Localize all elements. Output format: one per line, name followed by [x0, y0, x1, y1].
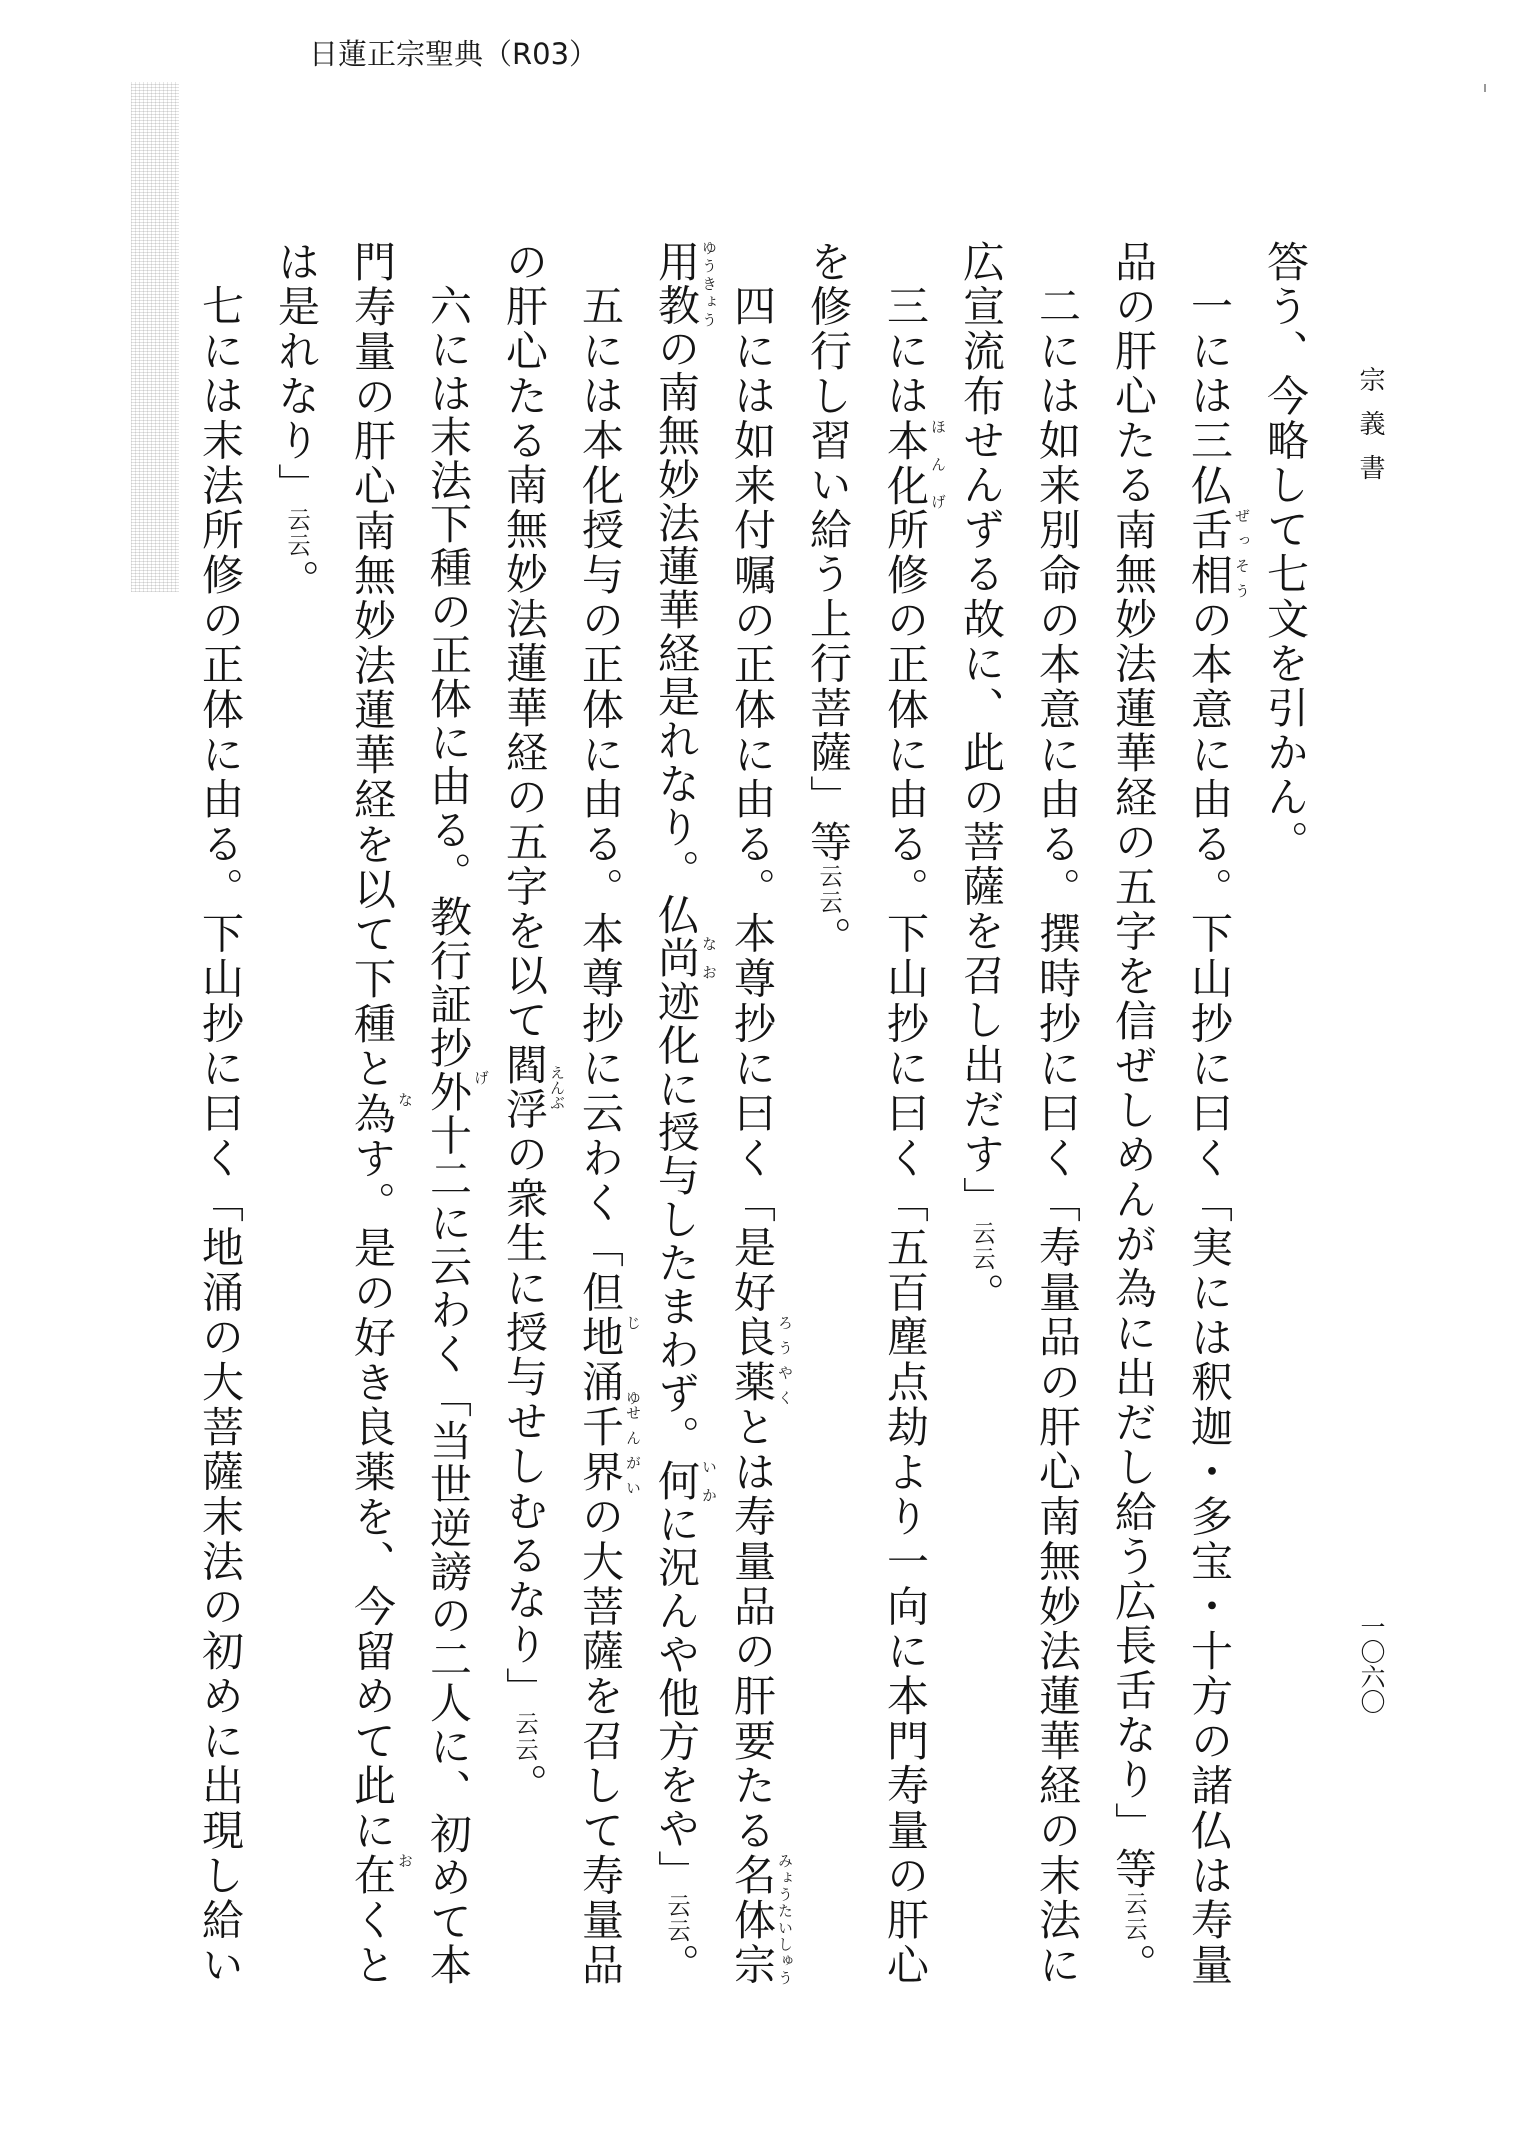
text-run: 五には本化授与の正体に由る。本尊抄に云わく「但	[576, 284, 625, 1316]
ruby-group	[652, 936, 718, 980]
text-run: は是れなり」	[272, 240, 321, 508]
ruby-group	[576, 1315, 642, 1405]
ruby-group	[348, 1091, 414, 1137]
ruby-base: 名体宗	[728, 1853, 777, 1986]
text-run: 答う、今略して七文を引かん。	[1261, 240, 1310, 865]
text-run: 二には如来別命の本意に由る。撰時抄に曰く「寿量品の肝心南無妙法蓮華経の末法に	[1033, 284, 1082, 1986]
ruby-base: 在	[348, 1853, 397, 1899]
ruby-annotation: えんぶ	[548, 1064, 566, 1110]
ruby-group	[652, 240, 718, 328]
ruby-base: 為	[348, 1091, 397, 1137]
text-run: の南無妙法蓮華経是れなり。仏	[652, 327, 701, 937]
ruby-annotation: な	[396, 1091, 414, 1107]
small-note: 云云	[815, 864, 841, 916]
text-run: の衆生に授与せしむるなり」	[500, 1132, 549, 1712]
text-run: 門寿量の肝心南無妙法蓮華経を以て下種と	[348, 240, 397, 1092]
ruby-base: 外	[424, 1069, 473, 1114]
text-run: を修行し習い給う上行菩薩」等	[804, 240, 853, 865]
text-column	[1027, 240, 1087, 1985]
ruby-base: 閻浮	[500, 1042, 549, 1133]
text-column	[798, 240, 858, 1985]
page-number: 一〇六〇	[1357, 1614, 1386, 1714]
ruby-group	[424, 1069, 490, 1114]
ruby-base: 何	[652, 1458, 701, 1503]
ruby-group	[576, 1404, 642, 1495]
small-note: 云云	[511, 1711, 537, 1764]
text-column	[875, 240, 947, 1986]
book-title: 日蓮正宗聖典（R03）	[309, 37, 599, 71]
text-run: 。	[1109, 1943, 1158, 1986]
ruby-annotation: みょうたいしゅう	[776, 1853, 794, 1986]
text-run: 十二に云わく「当世逆謗の二人に、初めて本	[424, 1113, 473, 1986]
scan-mark	[1484, 84, 1486, 92]
ruby-base: 舌相	[1185, 508, 1234, 598]
ruby-base: 用教	[652, 240, 701, 328]
ruby-base: 千界	[576, 1404, 625, 1495]
small-note: 云云	[283, 507, 309, 560]
text-run: 。	[652, 1943, 701, 1986]
text-column	[722, 240, 794, 1986]
text-column	[646, 240, 718, 1986]
text-run: の肝心たる南無妙法蓮華経の五字を以て	[500, 240, 549, 1043]
text-run: 所修の正体に由る。下山抄に曰く「五百塵点劫より一向に本門寿量の肝心	[881, 508, 930, 1986]
ruby-annotation: お	[396, 1853, 414, 1869]
text-run: 迹化に授与したまわず。	[652, 979, 701, 1459]
ruby-base: 尚	[652, 936, 701, 980]
text-run: とは寿量品の肝要たる	[728, 1404, 777, 1854]
text-run: 。	[272, 559, 321, 604]
ruby-annotation: ゆうきょう	[700, 240, 718, 328]
ruby-base: 本化	[881, 418, 930, 509]
text-run: 一には三仏	[1185, 284, 1234, 509]
ruby-group	[1185, 508, 1251, 598]
text-column	[342, 240, 414, 1986]
text-column	[1255, 240, 1315, 1985]
text-column	[1179, 240, 1251, 1986]
text-run: 。	[804, 915, 853, 961]
small-note: 云云	[1120, 1891, 1146, 1944]
section-title: 宗義書	[1355, 366, 1385, 498]
text-run: す。是の好き良薬を、今留めて此に	[348, 1136, 397, 1854]
text-run: の大菩薩を召して寿量品	[576, 1494, 625, 1986]
small-note: 云云	[663, 1893, 689, 1944]
ruby-group	[881, 418, 947, 509]
text-run: 六には末法下種の正体に由る。教行証抄	[424, 284, 473, 1070]
text-run: くと	[348, 1898, 397, 1986]
ruby-group	[728, 1853, 794, 1986]
text-run: 三には	[881, 284, 930, 419]
text-run: 。	[957, 1272, 1006, 1318]
text-run: 四には如来付嘱の正体に由る。本尊抄に曰く「是好	[728, 284, 777, 1316]
ruby-annotation: ぜっそう	[1233, 508, 1251, 598]
text-column	[266, 240, 326, 1985]
ruby-group	[728, 1315, 794, 1405]
text-run: 広宣流布せんずる故に、此の菩薩を召し出だす」	[957, 240, 1006, 1222]
ruby-annotation: じゆ	[624, 1315, 642, 1405]
ruby-annotation: なお	[700, 936, 718, 980]
ruby-annotation: げ	[472, 1069, 490, 1085]
ruby-annotation: ほんげ	[929, 418, 947, 509]
ruby-base: 地涌	[576, 1315, 625, 1405]
text-column	[570, 240, 642, 1986]
ruby-group	[500, 1042, 566, 1133]
text-column	[494, 240, 566, 1985]
ruby-group	[348, 1853, 414, 1899]
ruby-annotation: いか	[700, 1458, 718, 1503]
text-run: の本意に由る。下山抄に曰く「実には釈迦・多宝・十方の諸仏は寿量	[1185, 597, 1234, 1986]
ruby-group	[652, 1458, 718, 1503]
text-run: 品の肝心たる南無妙法蓮華経の五字を信ぜしめんが為に出だし給う広長舌なり」等	[1109, 240, 1158, 1892]
text-run: に況んや他方をや」	[652, 1502, 701, 1894]
ruby-annotation: ろうやく	[776, 1315, 794, 1405]
text-run: 七には末法所修の正体に由る。下山抄に曰く「地涌の大菩薩末法の初めに出現し給い	[196, 284, 245, 1986]
text-column	[1103, 240, 1163, 1985]
ruby-annotation: せんがい	[624, 1404, 642, 1495]
ruby-base: 良薬	[728, 1315, 777, 1405]
text-run: 。	[500, 1763, 549, 1808]
text-column	[951, 240, 1011, 1985]
text-column	[418, 240, 490, 1986]
scan-artifact	[131, 82, 179, 592]
text-column	[190, 240, 250, 1985]
small-note: 云云	[968, 1221, 994, 1273]
